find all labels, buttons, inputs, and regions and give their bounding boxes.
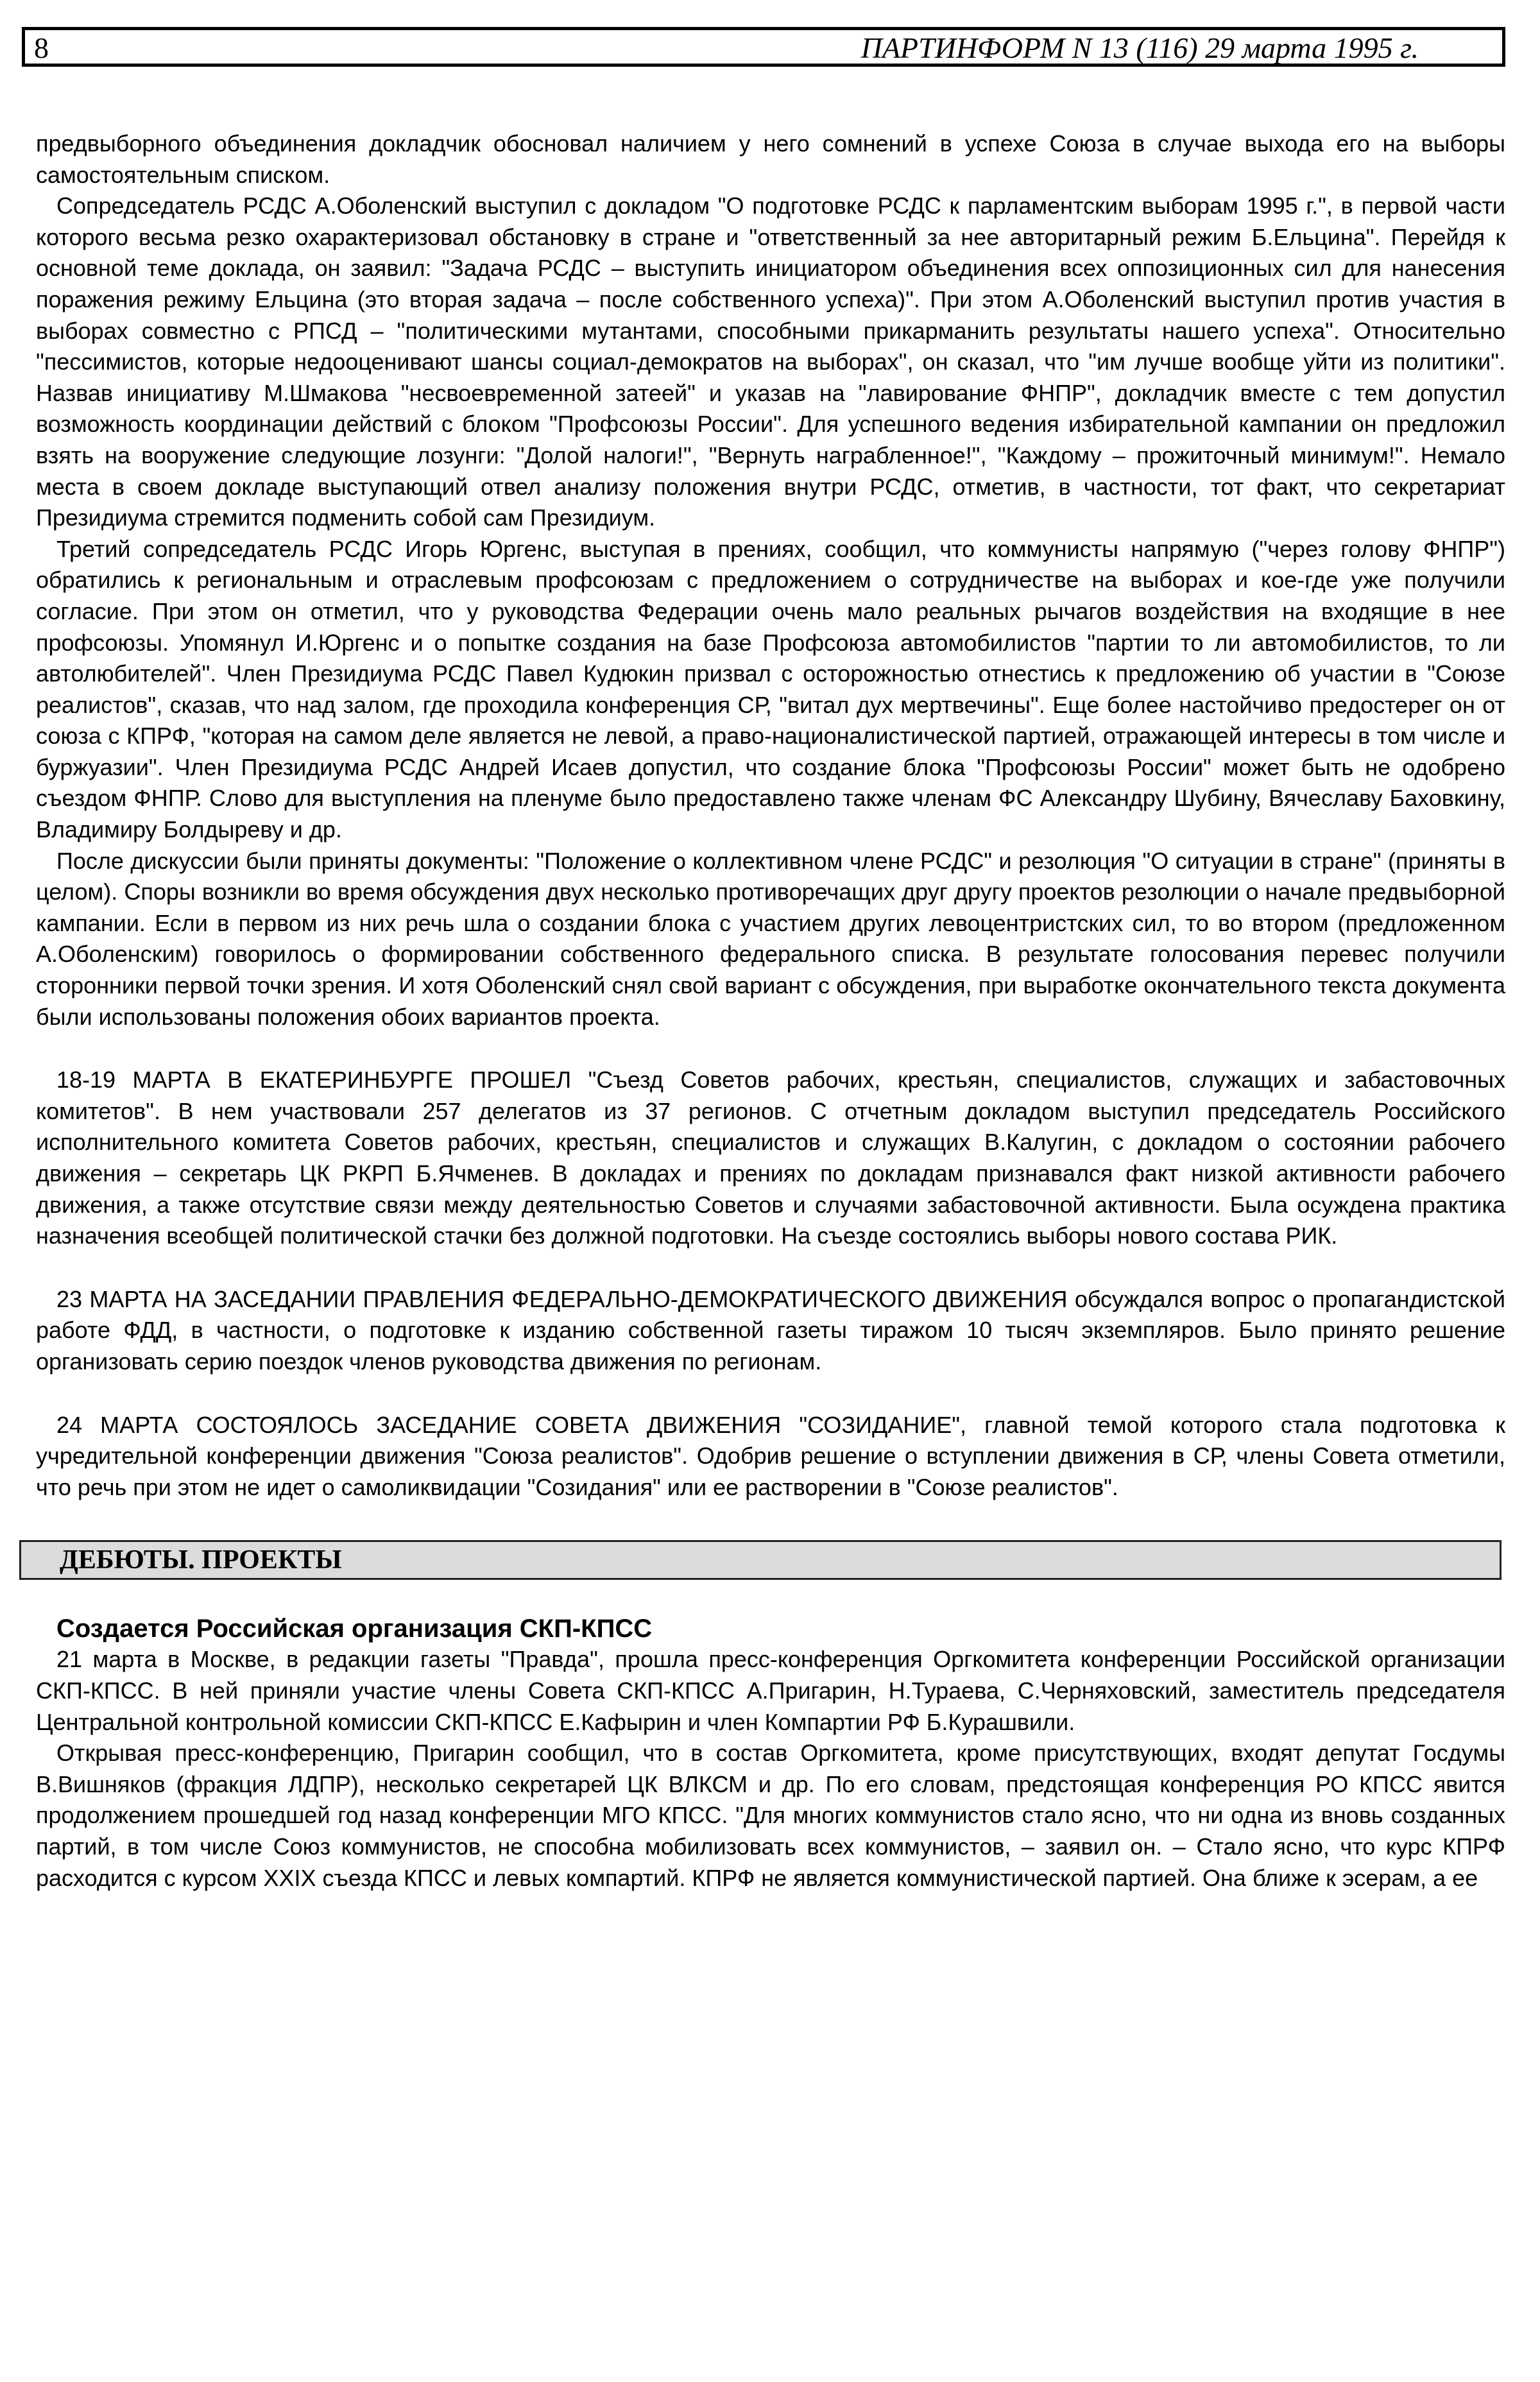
news-item: 18-19 МАРТА В ЕКАТЕРИНБУРГЕ ПРОШЕЛ "Съезд Советов рабочих, крестьян, специалистов, служащих и забастовочных комитетов". В нем участвовали 257 делегатов из 37 регионов. С отчетным докладом выступил председатель Российского исполнительного комитета Советов рабочих, крестьян, специалистов и служащих В.Калугин, с докладом о состоянии рабочего движения – секретарь ЦК РКРП Б.Ячменев. В докладах и прениях по докладам признавался факт низкой активности рабочего движения, а также отсутствие связи между деятельностью Советов и случаями забастовочной активности. Была осуждена практика назначения всеобщей политической стачки без должной подготовки. На съезде состоялись выборы нового состава РИК. <box>36 1067 1505 1249</box>
masthead: ПАРТИНФОРМ N 13 (116) 29 марта 1995 г. <box>860 31 1419 64</box>
news-item: 24 МАРТА СОСТОЯЛОСЬ ЗАСЕДАНИЕ СОВЕТА ДВИЖЕНИЯ "СОЗИДАНИЕ", главной темой которого стала подготовка к учредительной конференции движения "Союза реалистов". Одобрив решение о вступлении движения в СР, члены Совета отметили, что речь при этом не идет о самоликвидации "Созидания" или ее растворении в "Союзе реалистов". <box>36 1411 1505 1500</box>
section-heading: ДЕБЮТЫ. ПРОЕКТЫ <box>19 1540 1502 1580</box>
paragraph: Сопредседатель РСДС А.Оболенский выступил с докладом "О подготовке РСДС к парламентским выборам 1995 г.", в первой части которого весьма резко охарактеризовал обстановку в стране и "ответственный за нее авторитарный режим Б.Ельцина". Перейдя к основной теме доклада, он заявил: "Задача РСДС – выступить инициатором объединения всех оппозиционных сил для нанесения поражения режиму Ельцина (это вторая задача – после собственного успеха)". При этом А.Оболенский выступил против участия в выборах совместно с РПСД – "политическими мутантами, способными прикарманить результаты нашего успеха". Относительно "пессимистов, которые недооценивают шансы социал-демократов на выборах", он сказал, что "им лучше вообще уйти из политики". Назвав инициативу М.Шмакова "несвоевременной затеей" и указав на "лавирование ФНПР", докладчик вместе с тем допустил возможность координации действий с блоком "Профсоюзы России". Для успешного ведения избирательной кампании он предложил взять на вооружение следующие лозунги: "Долой налоги!", "Вернуть награбленное!", "Каждому – прожиточный минимум!". Немало места в своем докладе выступающий отвел анализу положения внутри РСДС, отметив, в частности, тот факт, что секретариат Президиума стремится подменить собой сам Президиум. <box>36 193 1505 531</box>
page-number: 8 <box>34 31 49 64</box>
paragraph: После дискуссии были приняты документы: "Положение о коллективном члене РСДС" и резолюция "О ситуации в стране" (приняты в целом). Споры возникли во время обсуждения двух несколько противоречащих друг другу проектов резолюции о начале предвыборной кампании. Если в первом из них речь шла о создании блока с участием других левоцентристских сил, то во втором (предложенном А.Оболенским) говорилось о формировании собственного федерального списка. В результате голосования перевес получили сторонники первой точки зрения. И хотя Оболенский снял свой вариант с обсуждения, при выработке окончательного текста документа были использованы положения обоих вариантов проекта. <box>36 847 1505 1030</box>
article-title: Создается Российская организация СКП-КПСС <box>56 1615 653 1643</box>
paragraph: 21 марта в Москве, в редакции газеты "Правда", прошла пресс-конференция Оргкомитета конференции Российской организации СКП-КПСС. В ней приняли участие члены Совета СКП-КПСС А.Пригарин, Н.Тураева, С.Черняховский, заместитель председателя Центральной контрольной комиссии СКП-КПСС Е.Кафырин и член Компартии РФ Б.Курашвили. <box>36 1646 1505 1735</box>
paragraph: Третий сопредседатель РСДС Игорь Юргенс, выступая в прениях, сообщил, что коммунисты напрямую ("через голову ФНПР") обратились к региональным и отраслевым профсоюзам с предложением о сотрудничестве на выборах и кое-где уже получили согласие. При этом он отметил, что у руководства Федерации очень мало реальных рычагов воздействия на входящие в нее профсоюзы. Упомянул И.Юргенс и о попытке создания на базе Профсоюза автомобилистов "партии то ли автомобилистов, то ли автолюбителей". Член Президиума РСДС Павел Кудюкин призвал с осторожностью отнестись к предложению об участии в "Союзе реалистов", сказав, что над залом, где проходила конференция СР, "витал дух мертвечины". Еще более настойчиво предостерег он от союза с КПРФ, "которая на самом деле является не левой, а право-националистической партией, отражающей интересы в том числе и буржуазии". Член Президиума РСДС Андрей Исаев допустил, что создание блока "Профсоюзы России" может быть не одобрено съездом ФНПР. Слово для выступления на пленуме было предоставлено также членам ФС Александру Шубину, Вячеславу Баховкину, Владимиру Болдыреву и др. <box>36 535 1505 843</box>
paragraph: Открывая пресс-конференцию, Пригарин сообщил, что в состав Оргкомитета, кроме присутствующих, входят депутат Госдумы В.Вишняков (фракция ЛДПР), несколько секретарей ЦК ВЛКСМ и др. По его словам, предстоящая конференция РО КПСС явится продолжением прошедшей год назад конференции МГО КПСС. "Для многих коммунистов стало ясно, что ни одна из вновь созданных партий, в том числе Союз коммунистов, не способна мобилизовать всех коммунистов, – заявил он. – Стало ясно, что курс КПРФ расходится с курсом XXIX съезда КПСС и левых компартий. КПРФ не является коммунистической партией. Она ближе к эсерам, а ее <box>36 1740 1505 1891</box>
page-header <box>22 27 1505 67</box>
paragraph: предвыборного объединения докладчик обосновал наличием у него сомнений в успехе Союза в случае выхода его на выборы самостоятельным списком. <box>36 130 1505 188</box>
news-item: 23 МАРТА НА ЗАСЕДАНИИ ПРАВЛЕНИЯ ФЕДЕРАЛЬНО-ДЕМОКРАТИЧЕСКОГО ДВИЖЕНИЯ обсуждался вопрос о пропагандистской работе ФДД, в частности, о подготовке к изданию собственной газеты тиражом 10 тысяч экземпляров. Было принято решение организовать серию поездок членов руководства движения по регионам. <box>36 1285 1505 1375</box>
page-body <box>36 128 1505 1894</box>
